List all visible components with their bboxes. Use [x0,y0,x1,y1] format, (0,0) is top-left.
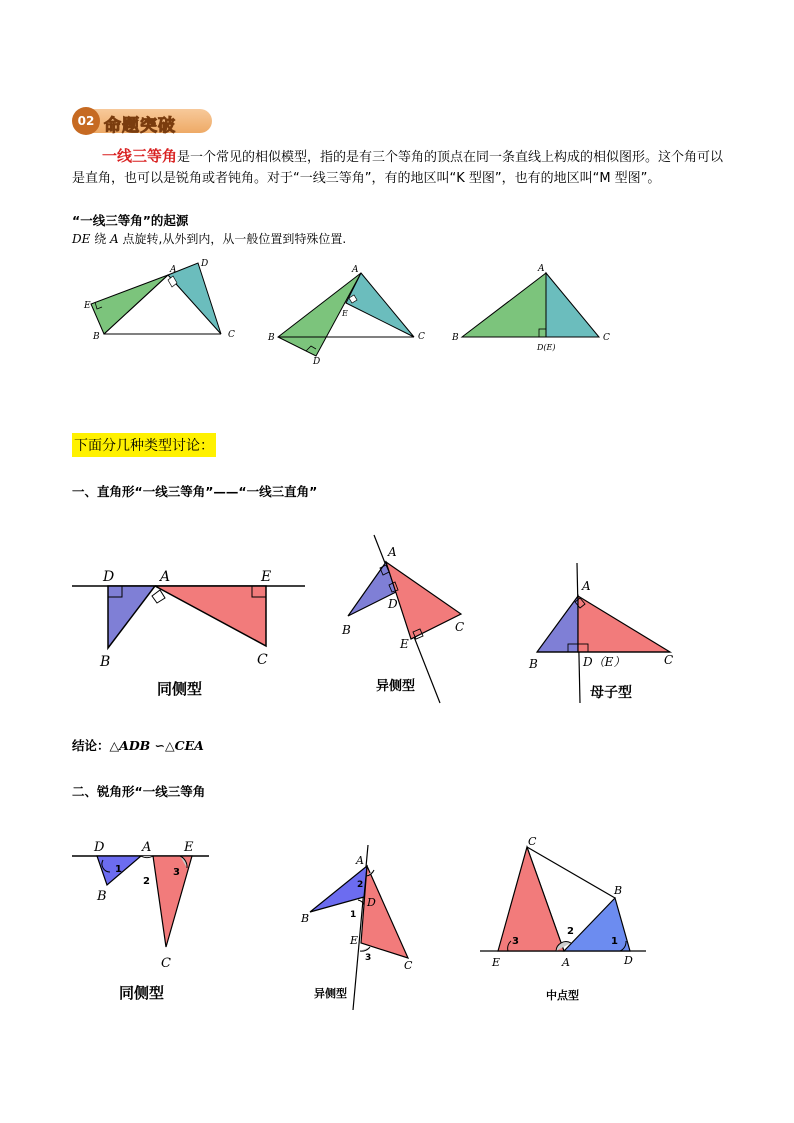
fig1-label-b: B [93,332,100,342]
caption-same-side-2: 同侧型 [119,984,165,1002]
r1-label-c: C [257,652,268,668]
conclusion-expr: △ADB ∽△CEA [109,738,204,753]
intro-highlight: 一线三等角 [102,147,178,165]
r2-label-e: E [400,637,409,651]
a2-label-c: C [404,959,413,972]
a3-label-d: D [624,954,633,967]
rotation-mid: 绕 [90,232,111,246]
origin-figure-3 [451,264,610,352]
fig1-label-d: D [201,259,209,269]
a2-label-e: E [350,934,359,947]
fig3-label-de: D(E) [537,343,556,352]
r3-label-b: B [529,657,538,671]
fig3-label-c: C [603,333,610,343]
r3-label-a: A [582,579,591,593]
a2-angle-2: 2 [357,880,364,890]
origin-figure-2 [267,265,425,367]
r2-label-c: C [455,620,465,634]
a2-label-d: D [367,896,376,909]
section2-title: 二、锐角形“一线三等角 [72,784,206,799]
a3-label-b: B [614,884,623,897]
r2-label-a: A [388,545,397,559]
fig1-label-e: E [84,301,91,311]
a1-label-b: B [97,889,107,904]
banner-number: 02 [72,107,100,135]
caption-opposite-side-2: 异侧型 [314,987,347,1000]
acute-same-side-figure [72,840,209,1002]
origin-heading: “一线三等角”的起源 [72,213,189,228]
a2-label-b: B [301,912,310,925]
acute-midpoint-figure [480,835,646,1002]
caption-opposite-side: 异侧型 [376,679,416,694]
a3-label-a: A [562,956,570,969]
origin-figure-1 [83,259,235,342]
conclusion-prefix: 结论： [72,738,110,753]
r3-label-de: D（E） [583,655,626,669]
right-opposite-side-figure [341,535,464,703]
a1-label-d: D [94,840,105,855]
fig2-label-b: B [268,333,275,343]
a1-angle-1: 1 [115,864,122,875]
acute-opposite-side-figure [300,845,413,1010]
r2-label-d: D [388,597,398,611]
section1-title: 一、直角形“一线三等角”——“一线三直角” [72,484,318,499]
caption-mother-child: 母子型 [590,685,632,701]
a3-angle-2: 2 [567,926,574,937]
a2-angle-1: 1 [350,910,357,920]
r1-label-e: E [261,569,272,585]
r3-label-c: C [664,653,674,667]
a1-label-c: C [161,956,171,971]
right-mother-child-figure [528,563,673,703]
a3-label-e: E [492,956,501,969]
a1-angle-3: 3 [173,867,180,878]
a3-label-c: C [528,835,537,848]
a1-label-e: E [184,840,194,855]
a3-angle-3: 3 [512,936,519,947]
banner-title: 命题突破 [104,116,176,136]
r2-label-b: B [342,623,351,637]
fig1-label-a: A [170,265,177,275]
right-same-side-figure [72,569,305,698]
intro-text: 是一个常见的相似模型，指的是有三个等角的顶点在同一条直线上构成的相似图形。这个角可以是直角，也可以是锐角或者钝角。对于“一线三等角”，有的地区叫“K 型图”，也有的地区叫“M 型图”。 [72,150,724,186]
fig2-label-c: C [418,332,425,342]
rotation-rest: 点旋转,从外到内，从一般位置到特殊位置. [118,232,347,246]
fig2-label-a: A [352,265,359,275]
fig1-label-c: C [228,330,235,340]
var-a: A [110,232,119,246]
caption-same-side: 同侧型 [157,680,203,698]
r1-label-a: A [160,569,171,585]
a3-angle-1: 1 [611,936,618,947]
a1-angle-2: 2 [143,876,150,887]
caption-midpoint: 中点型 [546,989,579,1002]
fig2-label-e: E [342,309,348,318]
r1-label-b: B [100,654,111,670]
a2-angle-3: 3 [365,953,372,963]
r1-label-d: D [103,569,115,585]
var-de: DE [72,232,91,246]
a2-label-a: A [356,854,364,867]
discussion-label: 下面分几种类型讨论： [72,433,216,457]
a1-label-a: A [142,840,152,855]
fig3-label-a: A [538,264,545,274]
fig3-label-b: B [452,333,459,343]
fig2-label-d: D [313,357,321,367]
